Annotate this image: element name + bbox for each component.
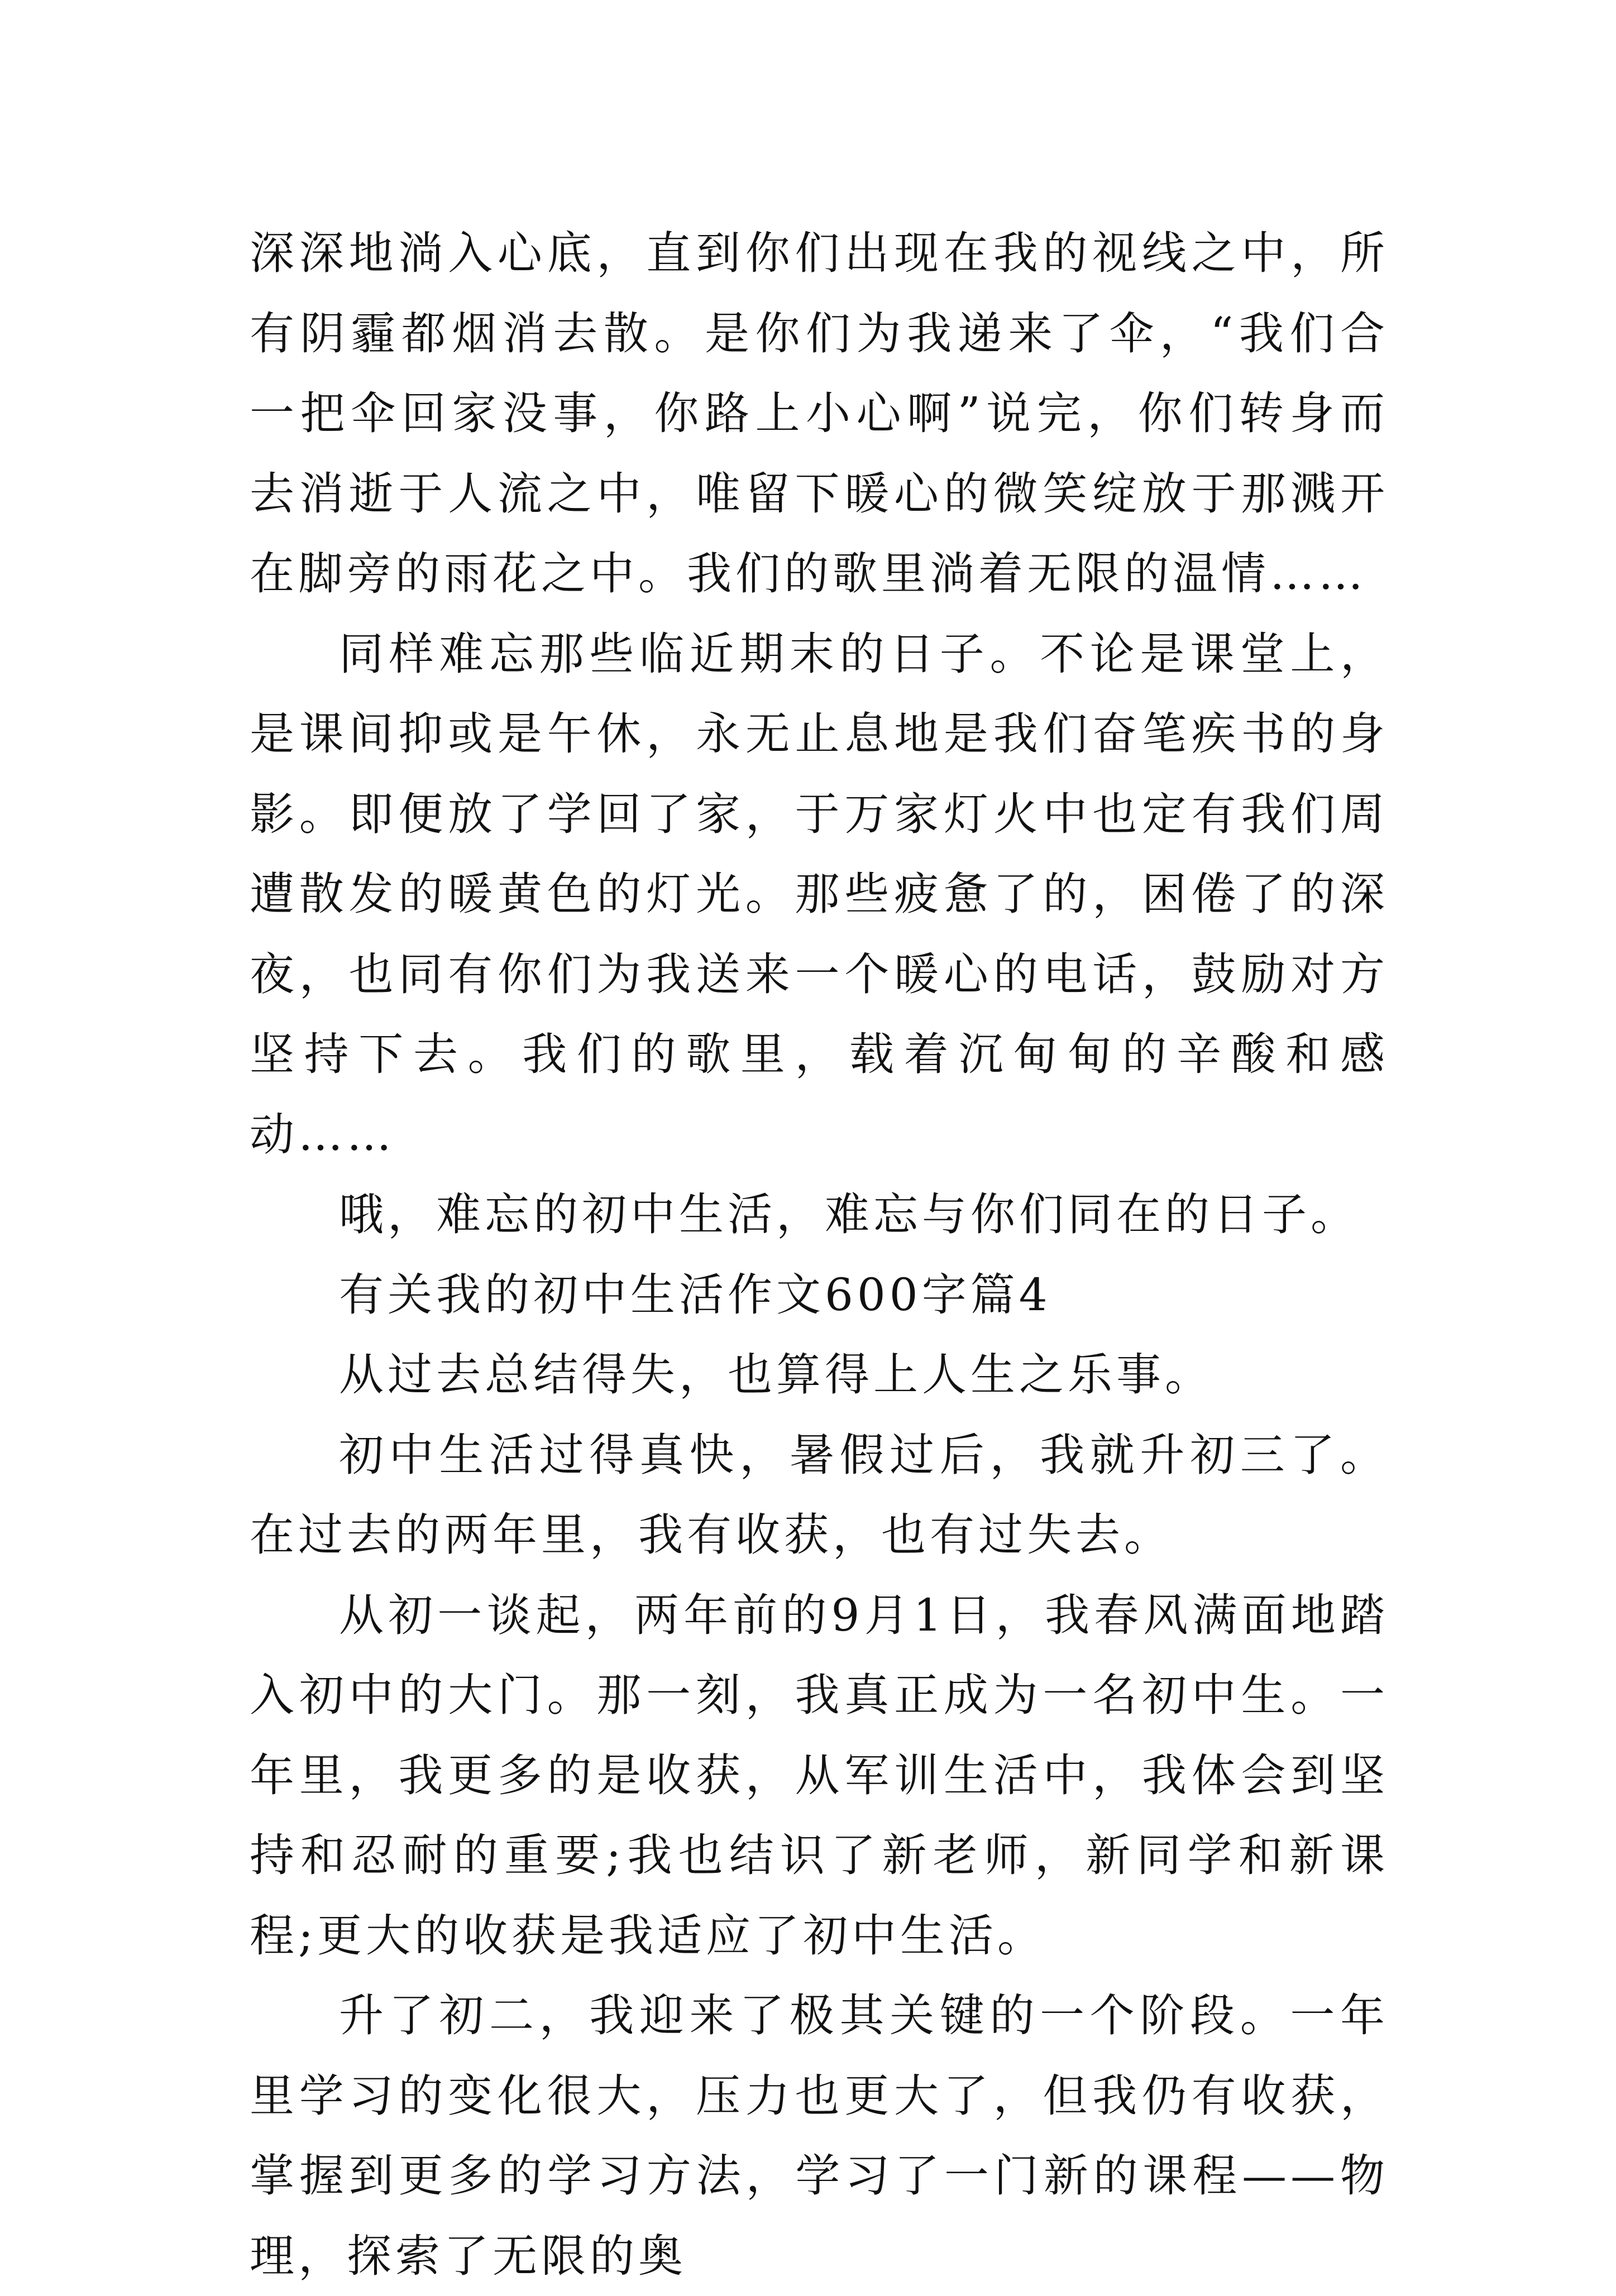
section-heading: 有关我的初中生活作文600字篇4 [339, 1268, 1051, 1321]
paragraph: 从初一谈起，两年前的9月1日，我春风满面地踏入初中的大门。那一刻，我真正成为一名初中生。一年里，我更多的是收获，从军训生活中，我体会到坚持和忍耐的重要;我也结识了新老师，新同学和新课程;更大的收获是我适应了初中生活。 [250, 1589, 1389, 1962]
paragraph: 初中生活过得真快，暑假过后，我就升初三了。在过去的两年里，我有收获，也有过失去。 [250, 1429, 1389, 1561]
document-body [250, 213, 1389, 2296]
paragraph: 深深地淌入心底，直到你们出现在我的视线之中，所有阴霾都烟消去散。是你们为我递来了伞，“我们合一把伞回家没事，你路上小心啊”说完，你们转身而去消逝于人流之中，唯留下暖心的微笑绽放于那溅开在脚旁的雨花之中。我们的歌里淌着无限的温情…… [250, 227, 1389, 600]
paragraph: 同样难忘那些临近期末的日子。不论是课堂上，是课间抑或是午休，永无止息地是我们奋笔疾书的身影。即便放了学回了家，于万家灯火中也定有我们周遭散发的暖黄色的灯光。那些疲惫了的，困倦了的深夜，也同有你们为我送来一个暖心的电话，鼓励对方坚持下去。我们的歌里，载着沉甸甸的辛酸和感动…… [250, 627, 1389, 1161]
paragraph: 哦，难忘的初中生活，难忘与你们同在的日子。 [339, 1188, 1359, 1240]
paragraph: 升了初二，我迎来了极其关键的一个阶段。一年里学习的变化很大，压力也更大了，但我仍有收获，掌握到更多的学习方法，学习了一门新的课程——物理，探索了无限的奥 [250, 1990, 1389, 2282]
paragraph: 从过去总结得失，也算得上人生之乐事。 [339, 1349, 1213, 1401]
